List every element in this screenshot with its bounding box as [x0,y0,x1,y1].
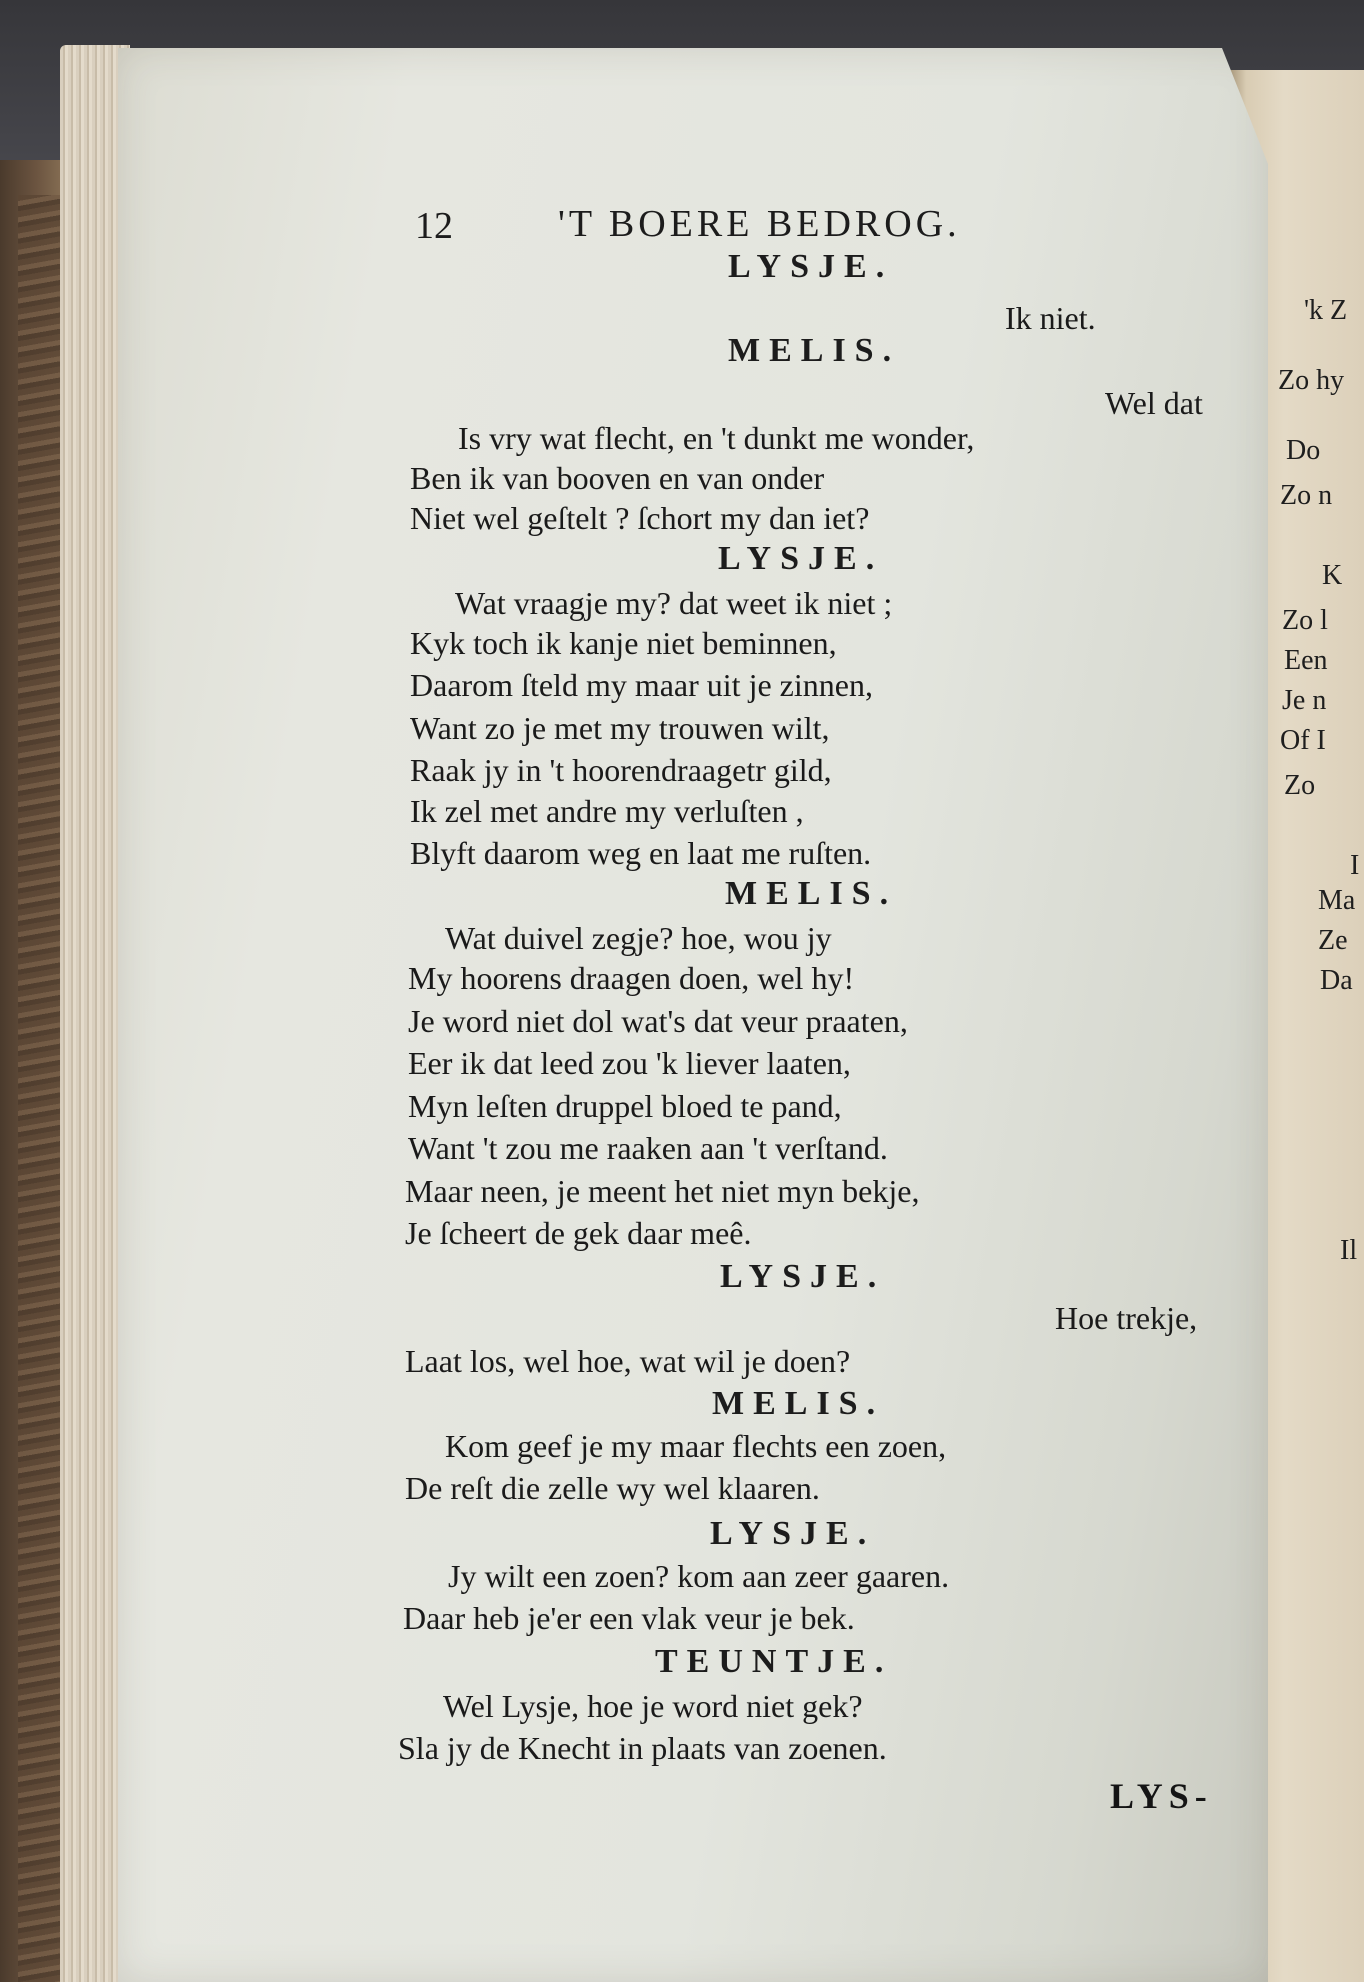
verse-line: Laat los, wel hoe, wat wil je doen? [405,1343,851,1379]
speaker-name: LYSJE. [728,248,894,285]
speaker-name: MELIS. [712,1385,885,1422]
verse-line: Want zo je met my trouwen wilt, [410,710,830,746]
running-title: 'T BOERE BEDROG. [558,203,961,245]
facing-fragment: K [1322,560,1343,591]
facing-fragment: Zo l [1282,605,1328,636]
facing-fragment: 'k Z [1304,295,1348,326]
verse-line: Is vry wat flecht, en 't dunkt me wonder, [458,420,975,456]
verse-line: Kom geef je my maar flechts een zoen, [445,1428,947,1464]
facing-fragment: Een [1284,645,1328,676]
page-number: 12 [415,205,453,247]
verse-line: Maar neen, je meent het niet myn bekje, [405,1173,920,1209]
speaker-name: LYSJE. [718,540,884,577]
verse-line: Daarom ſteld my maar uit je zinnen, [410,667,873,703]
verse-line: De reſt die zelle wy wel klaaren. [405,1470,820,1506]
facing-fragment: Zo [1284,770,1316,801]
speaker-name: LYSJE. [710,1515,876,1552]
facing-fragment: I [1350,850,1360,881]
verse-line: Jy wilt een zoen? kom aan zeer gaaren. [448,1558,950,1594]
facing-fragment: Zo n [1280,480,1333,511]
verse-line: Ik niet. [1005,300,1096,336]
verse-line: Blyft daarom weg en laat me ruſten. [410,835,872,871]
speaker-name: TEUNTJE. [655,1643,893,1680]
facing-fragment: Of I [1280,725,1326,756]
verse-line: Want 't zou me raaken aan 't verſtand. [408,1130,888,1166]
verse-line: Wel Lysje, hoe je word niet gek? [443,1688,863,1724]
facing-fragment: Zo hy [1278,365,1345,396]
facing-fragment: Do [1286,435,1321,466]
speaker-name: LYSJE. [720,1258,886,1295]
verse-line: Daar heb je'er een vlak veur je bek. [403,1600,855,1636]
facing-fragment: Il [1340,1235,1358,1266]
speaker-name: MELIS. [728,332,901,369]
verse-line: Sla jy de Knecht in plaats van zoenen. [398,1730,887,1766]
facing-fragment: Ze [1318,925,1348,956]
speaker-name: MELIS. [725,875,898,912]
verse-line: Je ſcheert de gek daar meê. [405,1215,752,1251]
verse-line: Ben ik van booven en van onder [410,460,825,496]
verse-line: Wat duivel zegje? hoe, wou jy [445,920,832,956]
verse-line: Kyk toch ik kanje niet beminnen, [410,625,837,661]
catchword: LYS- [1110,1776,1213,1816]
facing-fragment: Da [1320,965,1353,996]
facing-fragment: Je n [1282,685,1327,716]
verse-line: My hoorens draagen doen, wel hy! [408,960,855,996]
verse-line: Wel dat [1105,385,1203,421]
verse-line: Raak jy in 't hoorendraagetr gild, [410,752,832,788]
verse-line: Myn leſten druppel bloed te pand, [408,1088,842,1124]
verse-line: Hoe trekje, [1055,1300,1198,1336]
verse-line: Niet wel geſtelt ? ſchort my dan iet? [410,500,870,536]
verse-line: Je word niet dol wat's dat veur praaten, [408,1003,908,1039]
verse-line: Wat vraagje my? dat weet ik niet ; [455,585,893,621]
facing-fragment: Ma [1318,885,1356,916]
verse-line: Eer ik dat leed zou 'k liever laaten, [408,1045,851,1081]
verse-line: Ik zel met andre my verluſten , [410,793,804,829]
